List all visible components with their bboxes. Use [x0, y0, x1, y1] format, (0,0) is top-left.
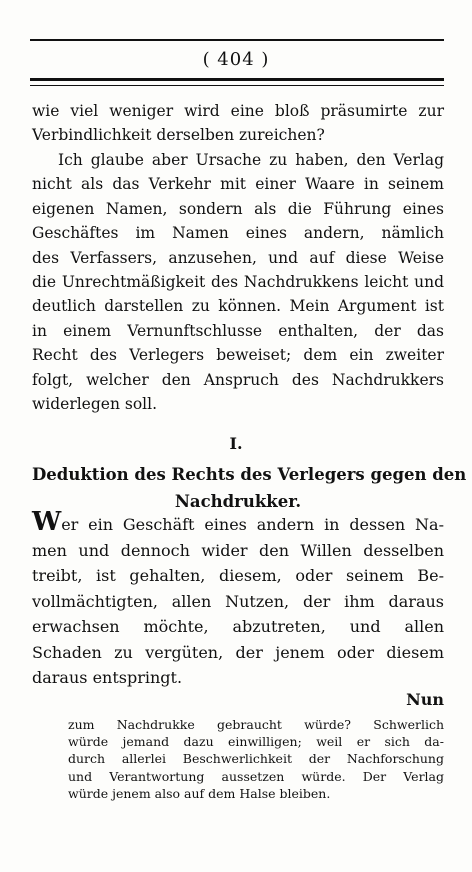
text-line-first	[32, 507, 444, 538]
text-line: deutlich darstellen zu können. Mein Argument ist	[32, 297, 444, 316]
text-line: eigenen Namen, sondern als die Führung eines	[32, 199, 444, 218]
text-line: Ich glaube aber Ursache zu haben, den Verlag	[58, 151, 444, 169]
first-line-text: er ein Geschäft eines andern in dessen Na-	[61, 515, 444, 534]
text-line: wie viel weniger wird eine bloß präsumirte zur	[32, 102, 444, 120]
text-line: des Verfassers, anzusehen, und auf diese Weise	[32, 248, 444, 267]
text-line: nicht als das Verkehr mit einer Waare in seinem	[32, 175, 444, 194]
deduction-paragraph	[32, 507, 444, 691]
text-line: Geschäftes im Namen eines andern, nämlich	[32, 224, 444, 243]
heading-line: Nachdrukker.	[174, 492, 302, 511]
footnote-line: würde jemand dazu einwilligen; weil er sich da-	[68, 734, 444, 750]
page-number: ( 404 )	[202, 49, 270, 70]
initial-letter: W	[32, 507, 62, 537]
header-rule	[30, 39, 444, 41]
catchword: Nun	[406, 690, 444, 709]
text-line: men und dennoch wider den Willen desselben	[32, 540, 444, 560]
footnote	[68, 716, 444, 802]
heading-line: Deduktion des Rechts des Verlegers gegen den	[32, 465, 467, 484]
paragraph-argument	[32, 148, 444, 416]
footnote-line: und Verantwortung aussetzen würde. Der Verlag	[68, 768, 444, 784]
section-heading	[32, 461, 467, 515]
text-line: in einem Vernunftschlusse enthalten, der das	[32, 321, 444, 340]
footnote-line: zum Nachdrukke gebraucht würde? Schwerlich	[68, 717, 444, 732]
header-double-rule	[30, 78, 444, 86]
footnote-line: durch allerlei Beschwerlichkeit der Nachforschung	[68, 751, 444, 767]
section-number: I.	[229, 434, 243, 453]
text-line: widerlegen soll.	[32, 395, 157, 414]
footnote-line: würde jenem also auf dem Halse bleiben.	[68, 785, 331, 801]
text-line: vollmächtigten, allen Nutzen, der ihm daraus	[32, 591, 444, 611]
text-line: Schaden zu vergüten, der jenem oder diesem	[32, 642, 444, 662]
text-line: Recht des Verlegers beweiset; dem ein zweiter	[32, 346, 444, 365]
text-line: treibt, ist gehalten, diesem, oder seinem Be-	[32, 566, 444, 585]
text-line: daraus entspringt.	[32, 668, 183, 687]
text-line: erwachsen möchte, abzutreten, und allen	[32, 617, 444, 636]
text-line: Verbindlichkeit derselben zureichen?	[32, 126, 325, 145]
paragraph-continuation	[32, 99, 444, 148]
text-line: die Unrechtmäßigkeit des Nachdrukkens leicht und	[32, 273, 444, 292]
text-line: folgt, welcher den Anspruch des Nachdrukkers	[32, 370, 444, 389]
